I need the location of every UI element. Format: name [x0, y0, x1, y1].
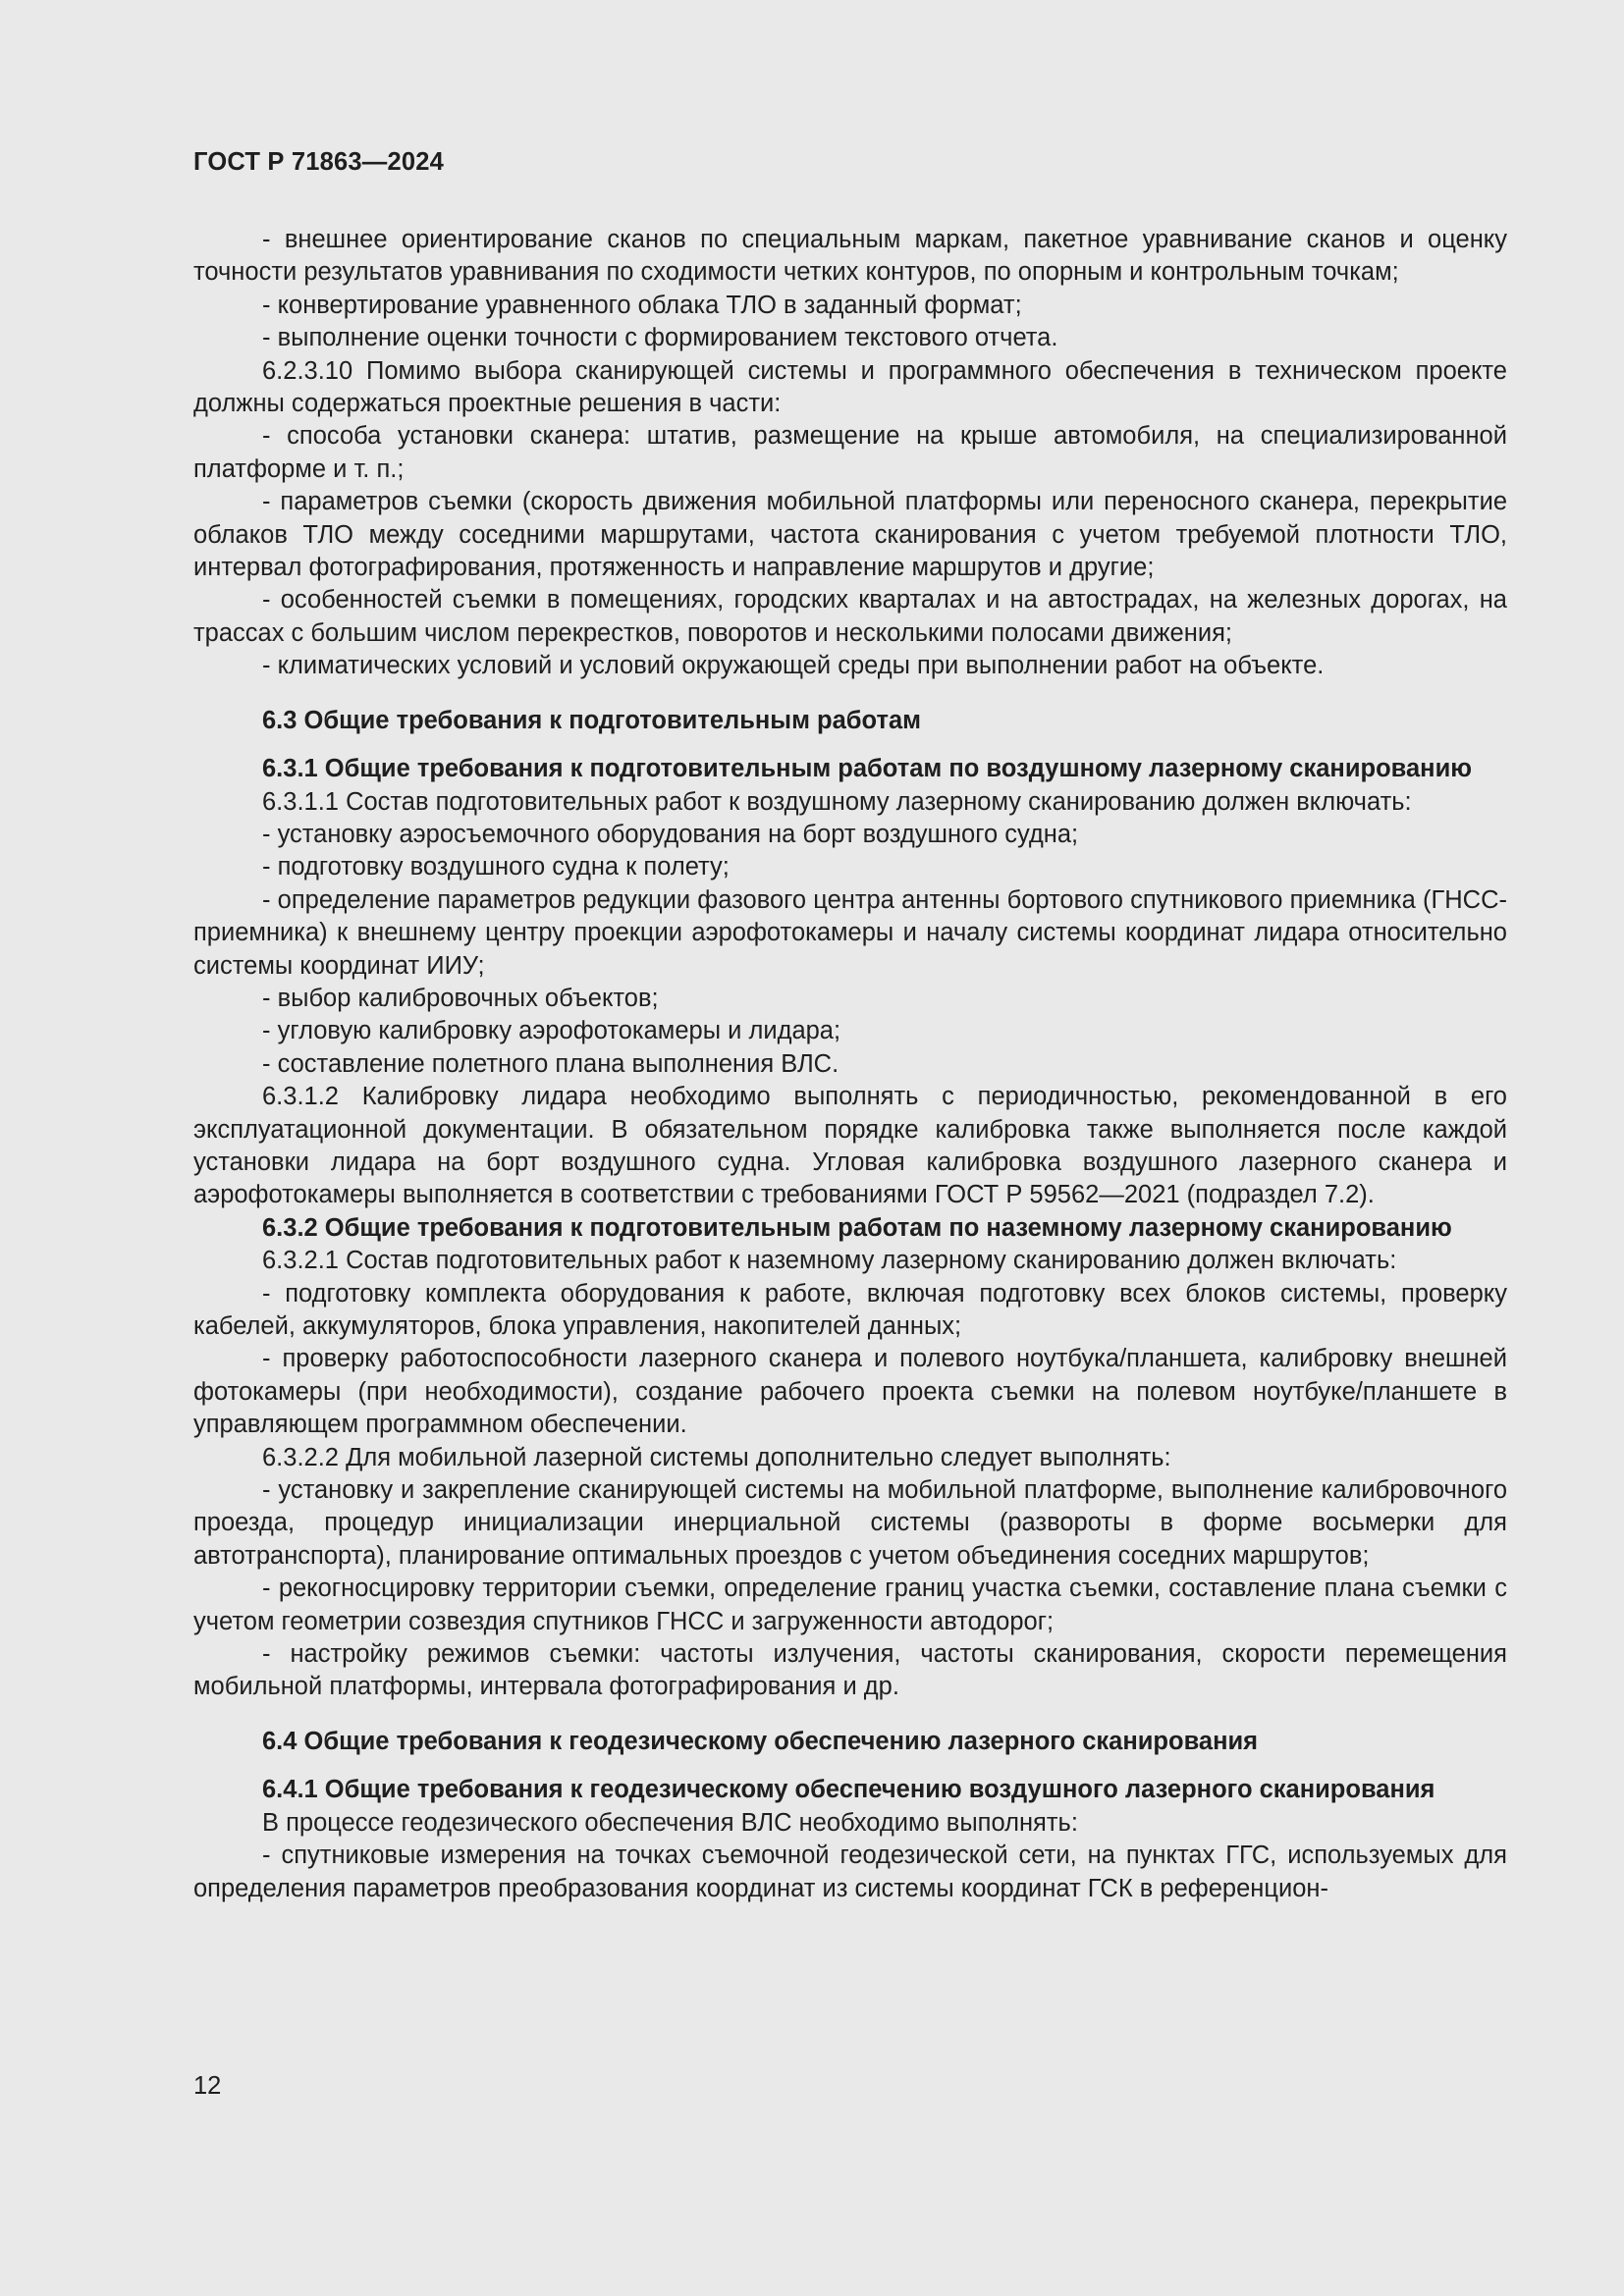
list-item: - способа установки сканера: штатив, размещение на крыше автомобиля, на специализированной платформе и т. п.;	[193, 422, 1507, 483]
list-item: - рекогносцировку территории съемки, определение границ участка съемки, составление плана съемки с учетом геометрии созвездия спутников ГНСС и загруженности автодорог;	[193, 1575, 1507, 1635]
list-item: - параметров съемки (скорость движения мобильной платформы или переносного сканера, перекрытие облаков ТЛО между соседними маршрутами, частота сканирования с учетом требуемой плотности ТЛО, интервал фотографирования, протяженность и направление маршрутов и другие;	[193, 488, 1507, 582]
list-item: - установку аэросъемочного оборудования на борт воздушного судна;	[262, 820, 1079, 848]
clause-paragraph: 6.3.2.2 Для мобильной лазерной системы дополнительно следует выполнять:	[262, 1443, 1171, 1471]
list-item: - спутниковые измерения на точках съемочной геодезической сети, на пунктах ГГС, используемых для определения параметров преобразования координат из системы координат ГСК в референцион-	[193, 1842, 1507, 1902]
list-item: - выполнение оценки точности с формированием текстового отчета.	[262, 324, 1058, 352]
list-item: - определение параметров редукции фазового центра антенны бортового спутникового приемника (ГНСС-приемника) к внешнему центру проекции аэрофотокамеры и началу системы координат лидара относительно системы координат ИИУ;	[193, 885, 1507, 980]
subsection-heading: 6.3.1 Общие требования к подготовительным работам по воздушному лазерному сканированию	[262, 755, 1473, 783]
list-item: - конвертирование уравненного облака ТЛО в заданный формат;	[262, 291, 1022, 319]
page-number: 12	[193, 2072, 222, 2100]
list-item: - настройку режимов съемки: частоты излучения, частоты сканирования, скорости перемещения мобильной платформы, интервала фотографирования и др.	[193, 1640, 1507, 1701]
list-item: - подготовку воздушного судна к полету;	[262, 853, 730, 881]
clause-paragraph: 6.3.1.2 Калибровку лидара необходимо выполнять с периодичностью, рекомендованной в его эксплуатационной документации. В обязательном порядке калибровка также выполняется после каждой установки лидара на борт воздушного судна. Угловая калибровка воздушного лазерного сканера и аэрофотокамеры выполняется в соответствии с требованиями ГОСТ Р 59562—2021 (подраздел 7.2).	[193, 1083, 1507, 1209]
list-item: - внешнее ориентирование сканов по специальным маркам, пакетное уравнивание сканов и оценку точности результатов уравнивания по сходимости четких контуров, по опорным и контрольным точкам;	[193, 226, 1507, 287]
list-item: - особенностей съемки в помещениях, городских кварталах и на автострадах, на железных дорогах, на трассах с большим числом перекрестков, поворотов и несколькими полосами движения;	[193, 586, 1507, 647]
list-item: - выбор калибровочных объектов;	[262, 984, 659, 1012]
subsection-heading: 6.3.2 Общие требования к подготовительным работам по наземному лазерному сканированию	[262, 1213, 1452, 1242]
clause-paragraph: 6.2.3.10 Помимо выбора сканирующей системы и программного обеспечения в техническом проекте должны содержаться проектные решения в части:	[193, 356, 1507, 418]
list-item: - проверку работоспособности лазерного сканера и полевого ноутбука/планшета, калибровку внешней фотокамеры (при необходимости), создание рабочего проекта съемки на полевом ноутбуке/планшете в управляющем программном обеспечении.	[193, 1345, 1507, 1439]
list-item: - составление полетного плана выполнения ВЛС.	[262, 1049, 839, 1078]
clause-paragraph: 6.3.1.1 Состав подготовительных работ к воздушному лазерному сканированию должен включать:	[262, 787, 1412, 816]
list-item: - климатических условий и условий окружающей среды при выполнении работ на объекте.	[262, 652, 1325, 680]
document-header: ГОСТ Р 71863—2024	[193, 148, 445, 176]
clause-paragraph: 6.3.2.1 Состав подготовительных работ к наземному лазерному сканированию должен включать:	[262, 1247, 1397, 1275]
section-heading: 6.3 Общие требования к подготовительным работам	[262, 706, 922, 734]
page-body	[193, 224, 1507, 1905]
list-item: - подготовку комплекта оборудования к работе, включая подготовку всех блоков системы, проверку кабелей, аккумуляторов, блока управления, накопителей данных;	[193, 1279, 1507, 1340]
section-heading: 6.4 Общие требования к геодезическому обеспечению лазерного сканирования	[262, 1727, 1259, 1755]
list-item: - угловую калибровку аэрофотокамеры и лидара;	[262, 1017, 841, 1045]
list-item: - установку и закрепление сканирующей системы на мобильной платформе, выполнение калибровочного проезда, процедур инициализации инерциальной системы (развороты в форме восьмерки для автотранспорта), планирование оптимальных проездов с учетом объединения соседних маршрутов;	[193, 1476, 1507, 1570]
subsection-heading: 6.4.1 Общие требования к геодезическому обеспечению воздушного лазерного сканирования	[262, 1776, 1435, 1804]
clause-paragraph: В процессе геодезического обеспечения ВЛС необходимо выполнять:	[262, 1808, 1078, 1837]
